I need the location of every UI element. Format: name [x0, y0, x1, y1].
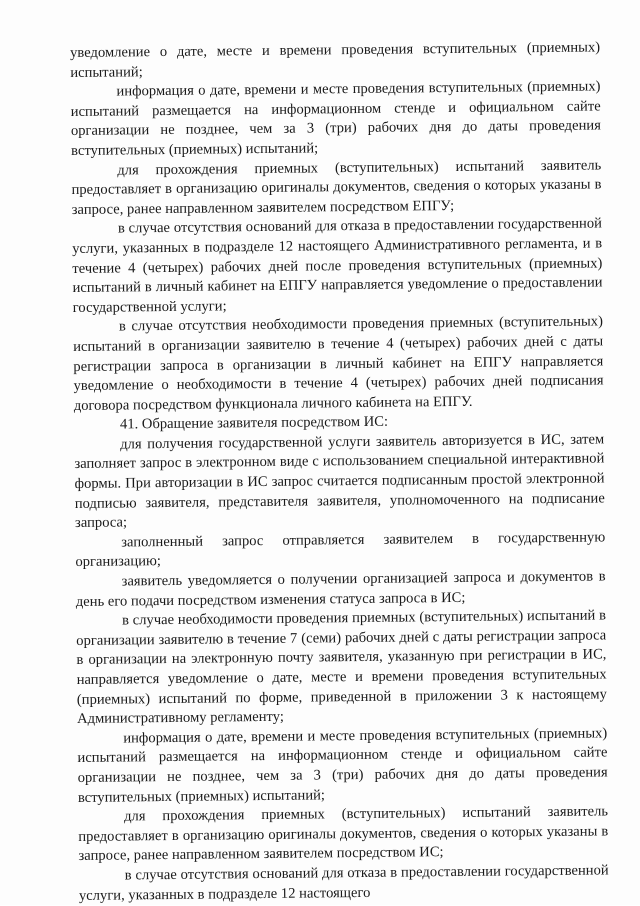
paragraph: в случае отсутствия оснований для отказа в предоставлении государственной услуги, указанных в подразделе 12 настоящего Административного регламента, и в течение 4 (четырех) рабочих дней после проведения вступительных (приемных) испытаний в личный кабинет на ЕПГУ направляется уведомление о предоставлении государственной услуги;: [72, 215, 603, 316]
paragraph: в случае отсутствия необходимости проведения приемных (вступительных) испытаний в организации заявителю в течение 4 (четырех) рабочих дней с даты регистрации запроса в организации в личный кабинет на ЕПГУ направляется уведомление о необходимости в течение 4 (четырех) рабочих дней подписания договора посредством функционала личного кабинета на ЕПГУ.: [73, 313, 604, 414]
paragraph: уведомление о дате, месте и времени проведения вступительных (приемных) испытаний;: [70, 39, 601, 81]
paragraph: информация о дате, времени и месте проведения вступительных (приемных) испытаний размещается на информационном стенде и официальном сайте организации не позднее, чем за 3 (три) рабочих дня до даты проведения вступительных (приемных) испытаний;: [77, 725, 608, 806]
paragraph: для прохождения приемных (вступительных) испытаний заявитель предоставляет в организацию оригиналы документов, сведения о которых указаны в запросе, ранее направленном заявителем посредством ИС;: [78, 803, 609, 865]
paragraph: заполненный запрос отправляется заявителем в государственную организацию;: [75, 529, 606, 571]
paragraph: в случае отсутствия оснований для отказа в предоставлении государственной услуги, указанных в подразделе 12 настоящего: [78, 862, 609, 904]
paragraph: в случае необходимости проведения приемных (вступительных) испытаний в организации заявителю в течение 7 (семи) рабочих дней с даты регистрации запроса в организации на электронную почту заявителя, указанную при регистрации в ИС, направляется уведомление о дате, месте и времени проведения вступительных (приемных) испытаний по форме, приведенной в приложении 3 к настоящему Административному регламенту;: [76, 607, 607, 728]
section-heading: 41. Обращение заявителя посредством ИС:: [119, 413, 389, 433]
paragraph: для прохождения приемных (вступительных) испытаний заявитель предоставляет в организацию оригиналы документов, сведения о которых указаны в запросе, ранее направленном заявителем посредством ЕПГУ;: [71, 157, 602, 218]
paragraph: информация о дате, времени и месте проведения вступительных (приемных) испытаний размещается на информационном стенде и официальном сайте организации не позднее, чем за 3 (три) рабочих дня до даты проведения вступительных (приемных) испытаний;: [70, 78, 601, 159]
paragraph: для получения государственной услуги заявитель авторизуется в ИС, затем заполняет запрос в электронном виде с использованием специальной интерактивной формы. При авторизации в ИС запрос считается подписанным простой электронной подписью заявителя, представителя заявителя, уполномоченного на подписание запроса;: [74, 431, 605, 532]
paragraph: заявитель уведомляется о получении организацией запроса и документов в день его подачи посредством изменения статуса запроса в ИС;: [75, 568, 606, 610]
document-body: [70, 38, 609, 906]
